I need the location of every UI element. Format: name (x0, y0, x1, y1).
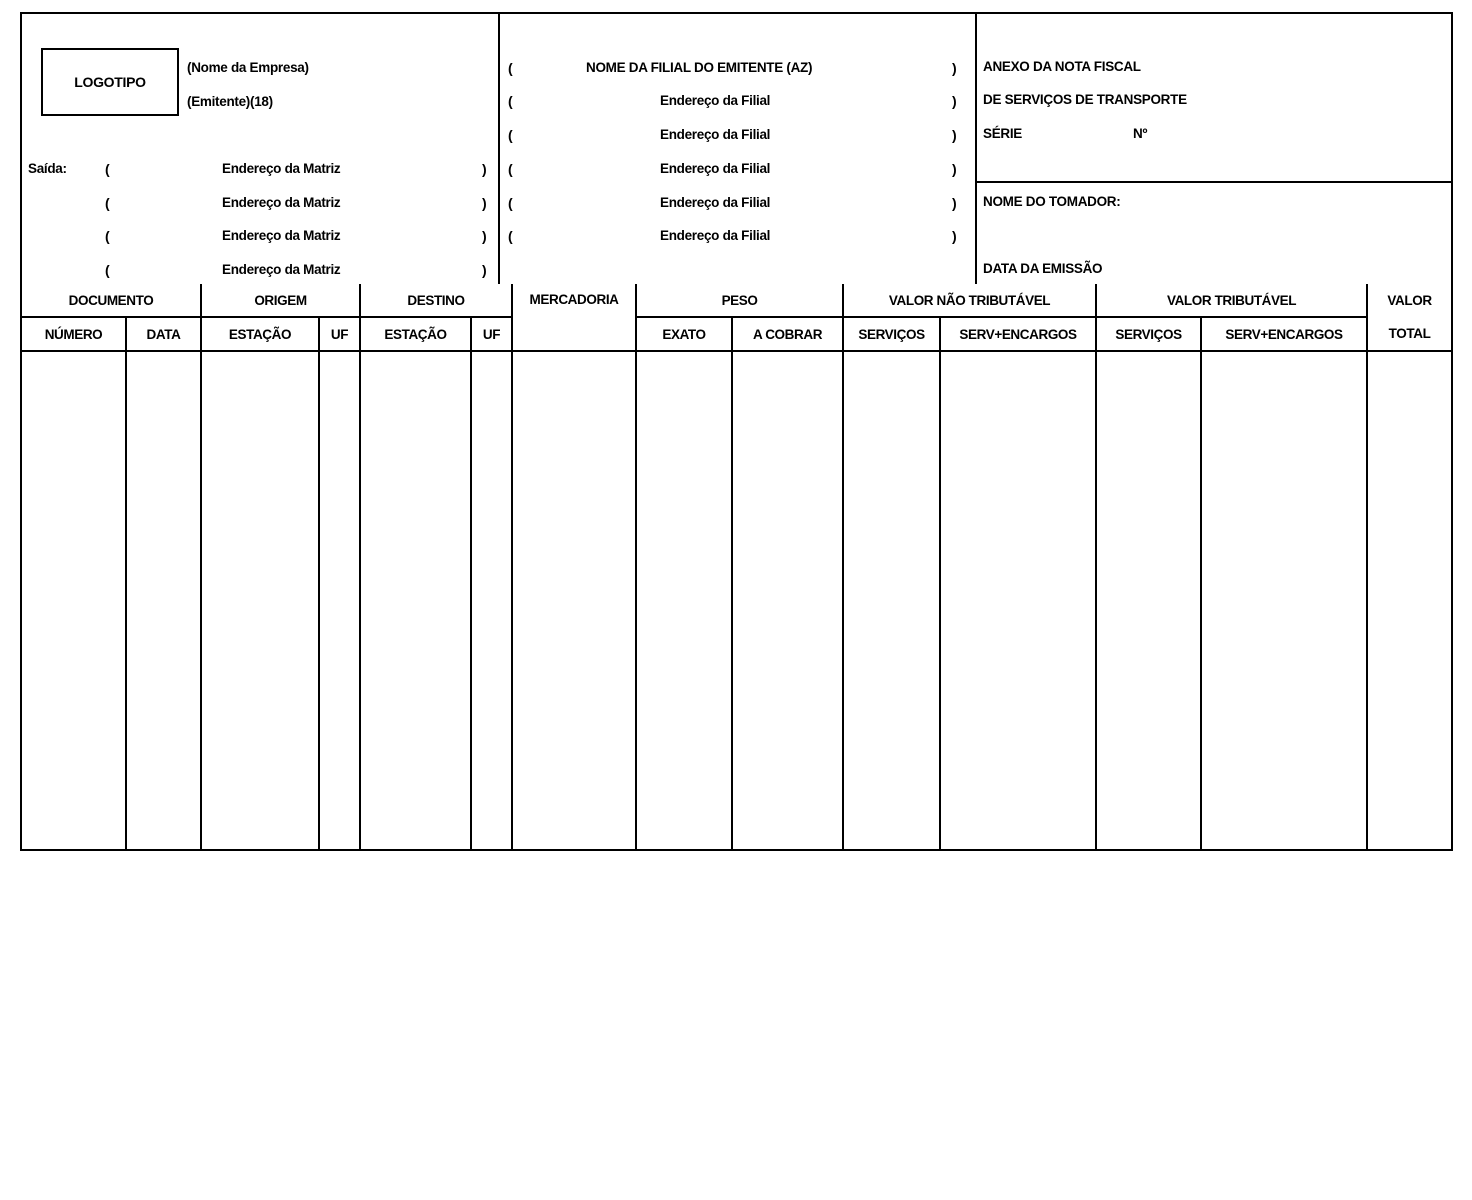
paren-open: ( (508, 195, 513, 211)
cell-numero (22, 351, 126, 850)
paren-close: ) (952, 127, 957, 143)
branch-address: Endereço da Filial (660, 195, 771, 210)
matriz-address: Endereço da Matriz (222, 228, 341, 243)
paren-close: ) (952, 195, 957, 211)
paren-close: ) (952, 93, 957, 109)
paren-open: ( (508, 60, 513, 76)
branch-address: Endereço da Filial (660, 228, 771, 243)
col-nt-servicos: SERVIÇOS (843, 317, 940, 351)
cell-t-servicos (1096, 351, 1201, 850)
col-numero: NÚMERO (22, 317, 126, 351)
col-valor-total-line1: VALOR (1367, 284, 1451, 317)
col-peso-exato: EXATO (636, 317, 732, 351)
col-group-peso: PESO (636, 284, 843, 317)
cell-nt-servicos (843, 351, 940, 850)
col-destino-estacao: ESTAÇÃO (360, 317, 471, 351)
fiscal-annex-form (20, 12, 1453, 851)
col-data: DATA (126, 317, 201, 351)
company-line2: (Emitente)(18) (187, 94, 273, 109)
cell-nt-serv-encargos (940, 351, 1096, 850)
branch-address: Endereço da Filial (660, 93, 771, 108)
saida-label: Saída: (28, 161, 67, 176)
cell-peso-exato (636, 351, 732, 850)
col-origem-uf: UF (319, 317, 360, 351)
annex-title-line2: DE SERVIÇOS DE TRANSPORTE (983, 92, 1187, 107)
col-t-servicos: SERVIÇOS (1096, 317, 1201, 351)
branch-name: NOME DA FILIAL DO EMITENTE (AZ) (586, 60, 813, 75)
form-header (22, 14, 1451, 284)
paren-close: ) (482, 228, 487, 244)
paren-close: ) (952, 60, 957, 76)
paren-close: ) (952, 228, 957, 244)
matriz-address: Endereço da Matriz (222, 161, 341, 176)
paren-open: ( (105, 195, 110, 211)
col-group-documento: DOCUMENTO (22, 284, 201, 317)
company-name: (Nome da Empresa) (187, 60, 309, 75)
col-t-serv-encargos: SERV+ENCARGOS (1201, 317, 1367, 351)
matriz-address: Endereço da Matriz (222, 262, 341, 277)
paren-open: ( (508, 127, 513, 143)
paren-close: ) (482, 195, 487, 211)
cell-valor-total (1367, 351, 1451, 850)
col-origem-estacao: ESTAÇÃO (201, 317, 319, 351)
paren-open: ( (508, 93, 513, 109)
paren-open: ( (508, 228, 513, 244)
cell-destino-estacao (360, 351, 471, 850)
header-divider-right (975, 14, 977, 284)
col-group-origem: ORIGEM (201, 284, 360, 317)
col-group-valor-tributavel: VALOR TRIBUTÁVEL (1096, 284, 1367, 317)
header-divider-left (498, 14, 500, 284)
paren-close: ) (952, 161, 957, 177)
emissao-label: DATA DA EMISSÃO (983, 261, 1103, 276)
col-mercadoria: MERCADORIA (512, 284, 636, 351)
table-group-header-row (22, 284, 1451, 317)
cell-mercadoria (512, 351, 636, 850)
cell-origem-uf (319, 351, 360, 850)
cell-origem-estacao (201, 351, 319, 850)
serie-label: SÉRIE (983, 126, 1023, 141)
items-table (22, 284, 1451, 850)
cell-peso-a-cobrar (732, 351, 843, 850)
logo-box: LOGOTIPO (41, 48, 179, 116)
cell-data (126, 351, 201, 850)
paren-close: ) (482, 161, 487, 177)
numero-label: Nº (1133, 126, 1148, 141)
paren-open: ( (105, 262, 110, 278)
cell-destino-uf (471, 351, 512, 850)
table-subheader-row (22, 317, 1451, 351)
table-body-row (22, 351, 1451, 850)
col-group-destino: DESTINO (360, 284, 512, 317)
col-nt-serv-encargos: SERV+ENCARGOS (940, 317, 1096, 351)
col-destino-uf: UF (471, 317, 512, 351)
col-group-valor-nao-tributavel: VALOR NÃO TRIBUTÁVEL (843, 284, 1096, 317)
branch-address: Endereço da Filial (660, 161, 771, 176)
col-peso-a-cobrar: A COBRAR (732, 317, 843, 351)
col-valor-total-line2: TOTAL (1367, 317, 1451, 351)
paren-close: ) (482, 262, 487, 278)
matriz-address: Endereço da Matriz (222, 195, 341, 210)
header-divider-tomador (975, 181, 1451, 183)
annex-title-line1: ANEXO DA NOTA FISCAL (983, 59, 1141, 74)
tomador-label: NOME DO TOMADOR: (983, 194, 1121, 209)
branch-address: Endereço da Filial (660, 127, 771, 142)
paren-open: ( (105, 228, 110, 244)
cell-t-serv-encargos (1201, 351, 1367, 850)
paren-open: ( (105, 161, 110, 177)
paren-open: ( (508, 161, 513, 177)
